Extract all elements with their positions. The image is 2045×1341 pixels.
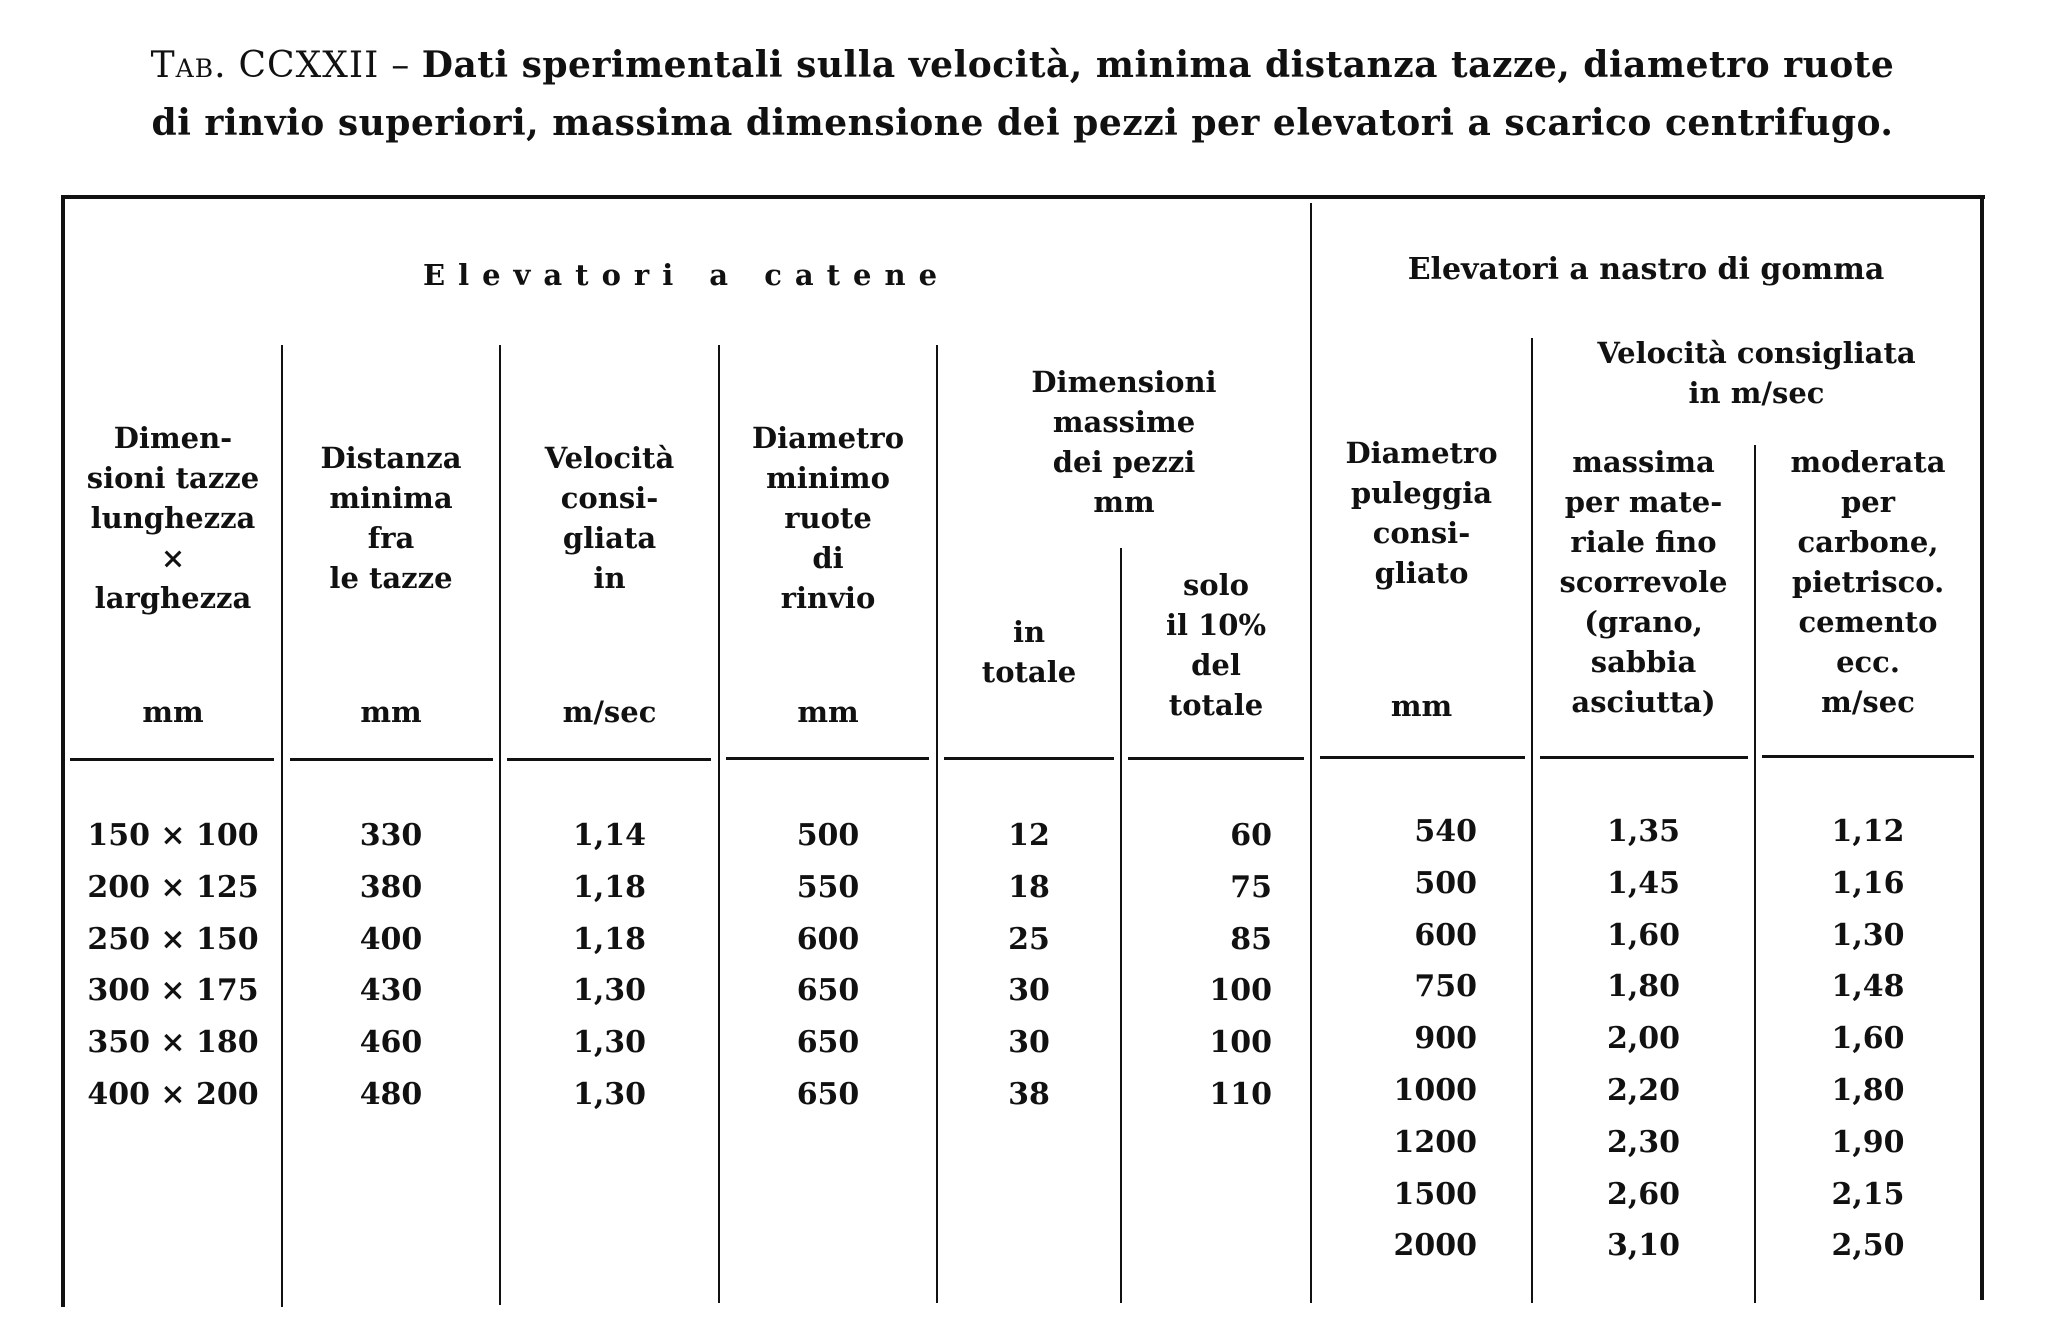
cell-max: 2,00: [1606, 1021, 1681, 1057]
cell-pulley: 1500: [1393, 1176, 1477, 1212]
cell-distance: 480: [359, 1077, 423, 1112]
header-rule: [726, 757, 929, 760]
cell-pulley: 2000: [1393, 1228, 1477, 1264]
cell-wheel: 500: [796, 818, 860, 853]
header-min-wheel-diameter: Diametro minimo ruote di rinvio: [751, 421, 905, 615]
cell-ten-pct: 75: [1230, 869, 1272, 905]
cell-max: 2,30: [1606, 1124, 1681, 1160]
cell-speed: 1,14: [572, 818, 647, 853]
table-label: Tab.: [150, 45, 227, 86]
header-rule: [1320, 756, 1525, 759]
cell-pulley: 540: [1414, 814, 1477, 849]
cell-size: 300 × 175: [87, 973, 259, 1009]
title-text-2: di rinvio superiori, massima dimensione dei pezzi per elevatori a scarico centrifugo.: [151, 102, 1894, 144]
header-max-piece-dims: Dimensioni massime dei pezzi mm: [1031, 365, 1217, 519]
section-header-chain: Elevatori a catene: [422, 258, 951, 292]
header-moderate-speed: moderata per carbone, pietrisco. cemento ecc. m/sec: [1790, 445, 1946, 719]
cell-pulley: 1200: [1393, 1124, 1477, 1160]
cell-wheel: 650: [796, 1077, 860, 1112]
cell-moderate: 2,15: [1831, 1176, 1905, 1212]
cell-size: 200 × 125: [87, 869, 259, 905]
header-min-wheel-diameter-unit: mm: [797, 695, 859, 729]
cell-max: 3,10: [1606, 1228, 1681, 1264]
cell-max: 1,60: [1606, 917, 1681, 953]
cell-speed: 1,18: [572, 921, 647, 957]
cell-moderate: 2,50: [1831, 1228, 1905, 1264]
header-only-10-percent: solo il 10% del totale: [1165, 568, 1267, 722]
cell-size: 350 × 180: [87, 1025, 259, 1061]
cell-pulley: 750: [1414, 969, 1477, 1005]
cell-max: 2,60: [1606, 1176, 1681, 1212]
cell-moderate: 1,90: [1831, 1124, 1905, 1160]
cell-pulley: 1000: [1393, 1073, 1477, 1108]
cell-distance: 330: [359, 818, 423, 853]
title-text-1: Dati sperimentali sulla velocità, minima distanza tazze, diametro ruote: [421, 44, 1895, 86]
cell-distance: 380: [359, 869, 423, 905]
cell-total: 38: [1008, 1077, 1050, 1112]
cell-wheel: 650: [796, 973, 860, 1009]
cell-moderate: 1,80: [1831, 1073, 1905, 1108]
cell-ten-pct: 100: [1209, 973, 1272, 1009]
cell-pulley: 900: [1414, 1021, 1477, 1057]
table-title-line-2: [0, 98, 2045, 149]
cell-size: 150 × 100: [87, 818, 259, 853]
section-header-belt: Elevatori a nastro di gomma: [1407, 252, 1885, 287]
cell-moderate: 1,30: [1831, 917, 1905, 953]
cell-total: 12: [1008, 818, 1050, 853]
title-dash: –: [391, 45, 410, 86]
cell-size: 250 × 150: [87, 921, 259, 957]
header-speed-unit: m/sec: [562, 695, 657, 729]
cell-total: 30: [1008, 1025, 1050, 1061]
header-min-distance: Distanza minima fra le tazze: [320, 441, 462, 595]
cell-moderate: 1,12: [1831, 814, 1905, 849]
cell-ten-pct: 60: [1230, 818, 1272, 853]
header-rule: [290, 758, 493, 761]
header-min-distance-unit: mm: [360, 695, 422, 729]
header-rule: [1128, 757, 1304, 760]
cell-speed: 1,30: [572, 1025, 647, 1061]
table-number: CCXXII: [238, 45, 380, 86]
cell-pulley: 500: [1414, 865, 1477, 901]
header-rule: [1540, 756, 1748, 759]
cell-ten-pct: 100: [1209, 1025, 1272, 1061]
header-rule: [507, 758, 711, 761]
header-recommended-speed: Velocità consigliata in m/sec: [1597, 336, 1916, 410]
header-rule: [70, 758, 274, 761]
cell-speed: 1,30: [572, 973, 647, 1009]
table-top-border: [63, 195, 1985, 199]
header-rule: [1762, 755, 1974, 758]
cell-max: 1,80: [1606, 969, 1681, 1005]
header-pulley-diameter: Diametro puleggia consi- gliato: [1345, 436, 1498, 590]
cell-max: 2,20: [1606, 1073, 1681, 1108]
header-rule: [944, 757, 1114, 760]
cell-max: 1,45: [1606, 865, 1681, 901]
table-left-border: [61, 195, 65, 1307]
table-title-line-1: [0, 40, 2045, 91]
cell-distance: 460: [359, 1025, 423, 1061]
header-max-speed: massima per mate- riale fino scorrevole (grano, sabbia asciutta): [1559, 445, 1728, 719]
cell-moderate: 1,16: [1831, 865, 1905, 901]
header-pulley-diameter-unit: mm: [1390, 689, 1453, 723]
cell-distance: 430: [359, 973, 423, 1009]
header-in-total: in totale: [981, 615, 1077, 689]
cell-moderate: 1,48: [1831, 969, 1905, 1005]
cell-wheel: 600: [796, 921, 860, 957]
cell-total: 25: [1008, 921, 1050, 957]
cell-moderate: 1,60: [1831, 1021, 1905, 1057]
cell-pulley: 600: [1414, 917, 1477, 953]
cell-max: 1,35: [1606, 814, 1681, 849]
table-right-border: [1980, 195, 1984, 1300]
cell-distance: 400: [359, 921, 423, 957]
cell-speed: 1,30: [572, 1077, 647, 1112]
cell-wheel: 650: [796, 1025, 860, 1061]
cell-ten-pct: 85: [1230, 921, 1272, 957]
cell-total: 30: [1008, 973, 1050, 1009]
header-bucket-size-unit: mm: [142, 695, 204, 729]
cell-ten-pct: 110: [1209, 1077, 1272, 1112]
cell-total: 18: [1008, 869, 1050, 905]
header-bucket-size: Dimen- sioni tazze lunghezza × larghezza: [86, 421, 260, 615]
header-speed: Velocità consi- gliata in: [544, 441, 675, 595]
cell-speed: 1,18: [572, 869, 647, 905]
cell-size: 400 × 200: [87, 1077, 259, 1112]
cell-wheel: 550: [796, 869, 860, 905]
